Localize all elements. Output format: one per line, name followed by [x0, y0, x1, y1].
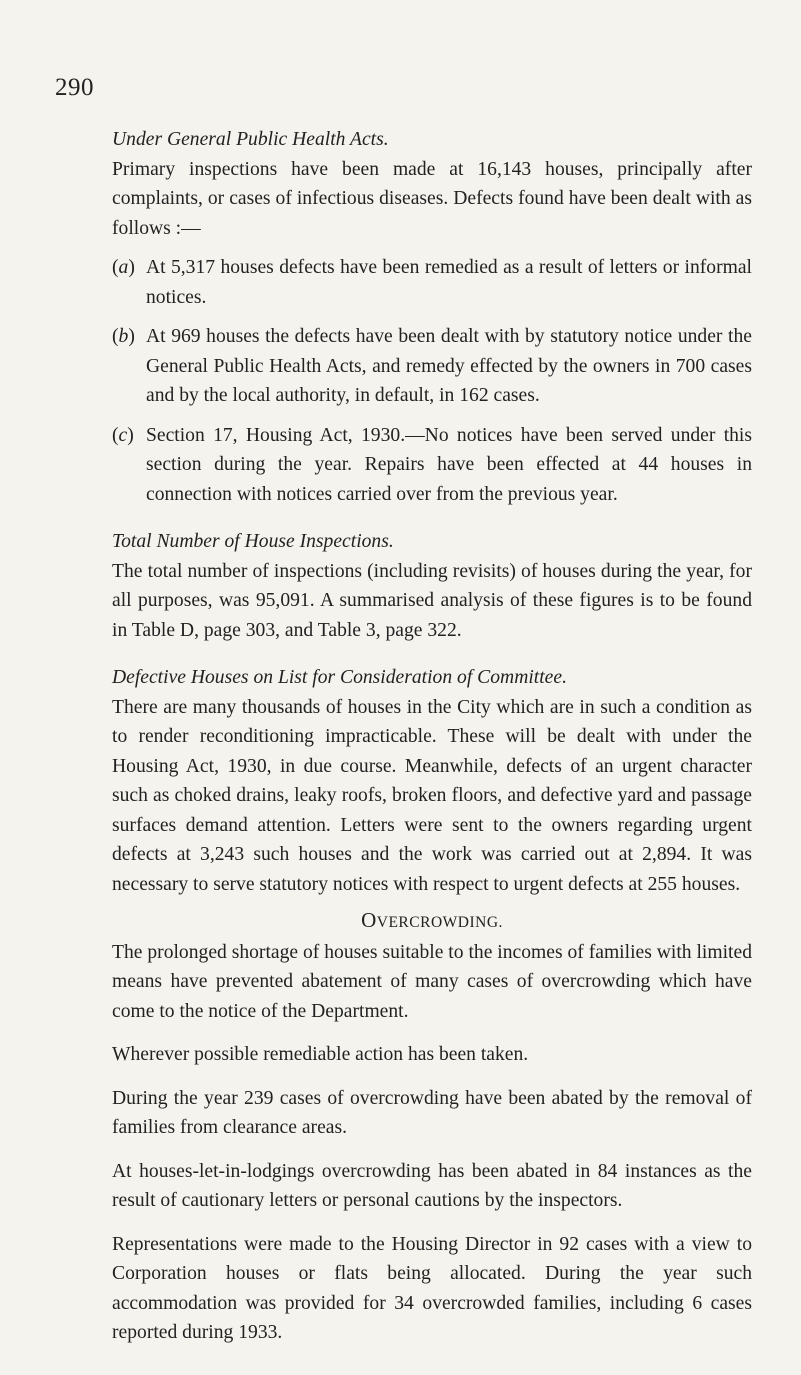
section-heading: Total Number of House Inspections.	[112, 531, 394, 552]
paragraph: Representations were made to the Housing Director in 92 cases with a view to Corporation houses or flats being allocated. During the year such accommodation was provided for 34 overcrowded families, including 6 cases reported during 1933.	[112, 1233, 752, 1343]
list-item-c	[112, 421, 752, 510]
list-marker: (b)	[112, 326, 135, 347]
section-heading: Defective Houses on List for Consideration of Committee.	[112, 667, 567, 688]
paragraph: Primary inspections have been made at 16,143 houses, principally after complaints, or cases of infectious diseases. Defects found have been dealt with as follows :—	[112, 158, 752, 239]
paragraph: There are many thousands of houses in the City which are in such a condition as to render reconditioning impracticable. These will be dealt with under the Housing Act, 1930, in due course. Meanwhile, defects of an urgent character such as choked drains, leaky roofs, broken floors, and defective yard and passage surfaces demand attention. Letters were sent to the owners regarding urgent defects at 3,243 such houses and the work was carried out at 2,894. It was necessary to serve statutory notices with respect to urgent defects at 255 houses.	[112, 696, 752, 895]
paragraph: The total number of inspections (including revisits) of houses during the year, for all purposes, was 95,091. A summarised analysis of these figures is to be found in Table D, page 303, and Table 3, page 322.	[112, 560, 752, 641]
paragraph: The prolonged shortage of houses suitable to the incomes of families with limited means have prevented abatement of many cases of overcrowding which have come to the notice of the Department.	[112, 941, 752, 1022]
list-marker: (a)	[112, 257, 135, 278]
list-item-a	[112, 253, 752, 312]
section-title: OVERCROWDING.	[361, 908, 503, 932]
list-item-text: Section 17, Housing Act, 1930.—No notices have been served under this section during the year. Repairs have been effected at 44 houses in connection with notices carried over from the previous year.	[146, 424, 752, 505]
section-heading: Under General Public Health Acts.	[112, 129, 389, 150]
list-item-text: At 5,317 houses defects have been remedied as a result of letters or informal notices.	[146, 257, 752, 308]
section-defective-houses	[112, 663, 752, 899]
section-general-public-health	[112, 125, 752, 509]
list-item-text: At 969 houses the defects have been dealt with by statutory notice under the General Public Health Acts, and remedy effected by the owners in 700 cases and by the local authority, in default, in 162 cases.	[146, 326, 752, 406]
list-item-b	[112, 322, 752, 411]
list-marker: (c)	[112, 424, 134, 446]
paragraph: Wherever possible remediable action has been taken.	[112, 1044, 529, 1065]
paragraph: At houses-let-in-lodgings overcrowding has been abated in 84 instances as the result of cautionary letters or personal cautions by the inspectors.	[112, 1160, 752, 1211]
paragraph: During the year 239 cases of overcrowding have been abated by the removal of families from clearance areas.	[112, 1087, 752, 1138]
page-number: 290	[55, 74, 94, 101]
section-overcrowding	[112, 906, 752, 1348]
page-content	[112, 125, 752, 1348]
section-total-inspections	[112, 527, 752, 645]
